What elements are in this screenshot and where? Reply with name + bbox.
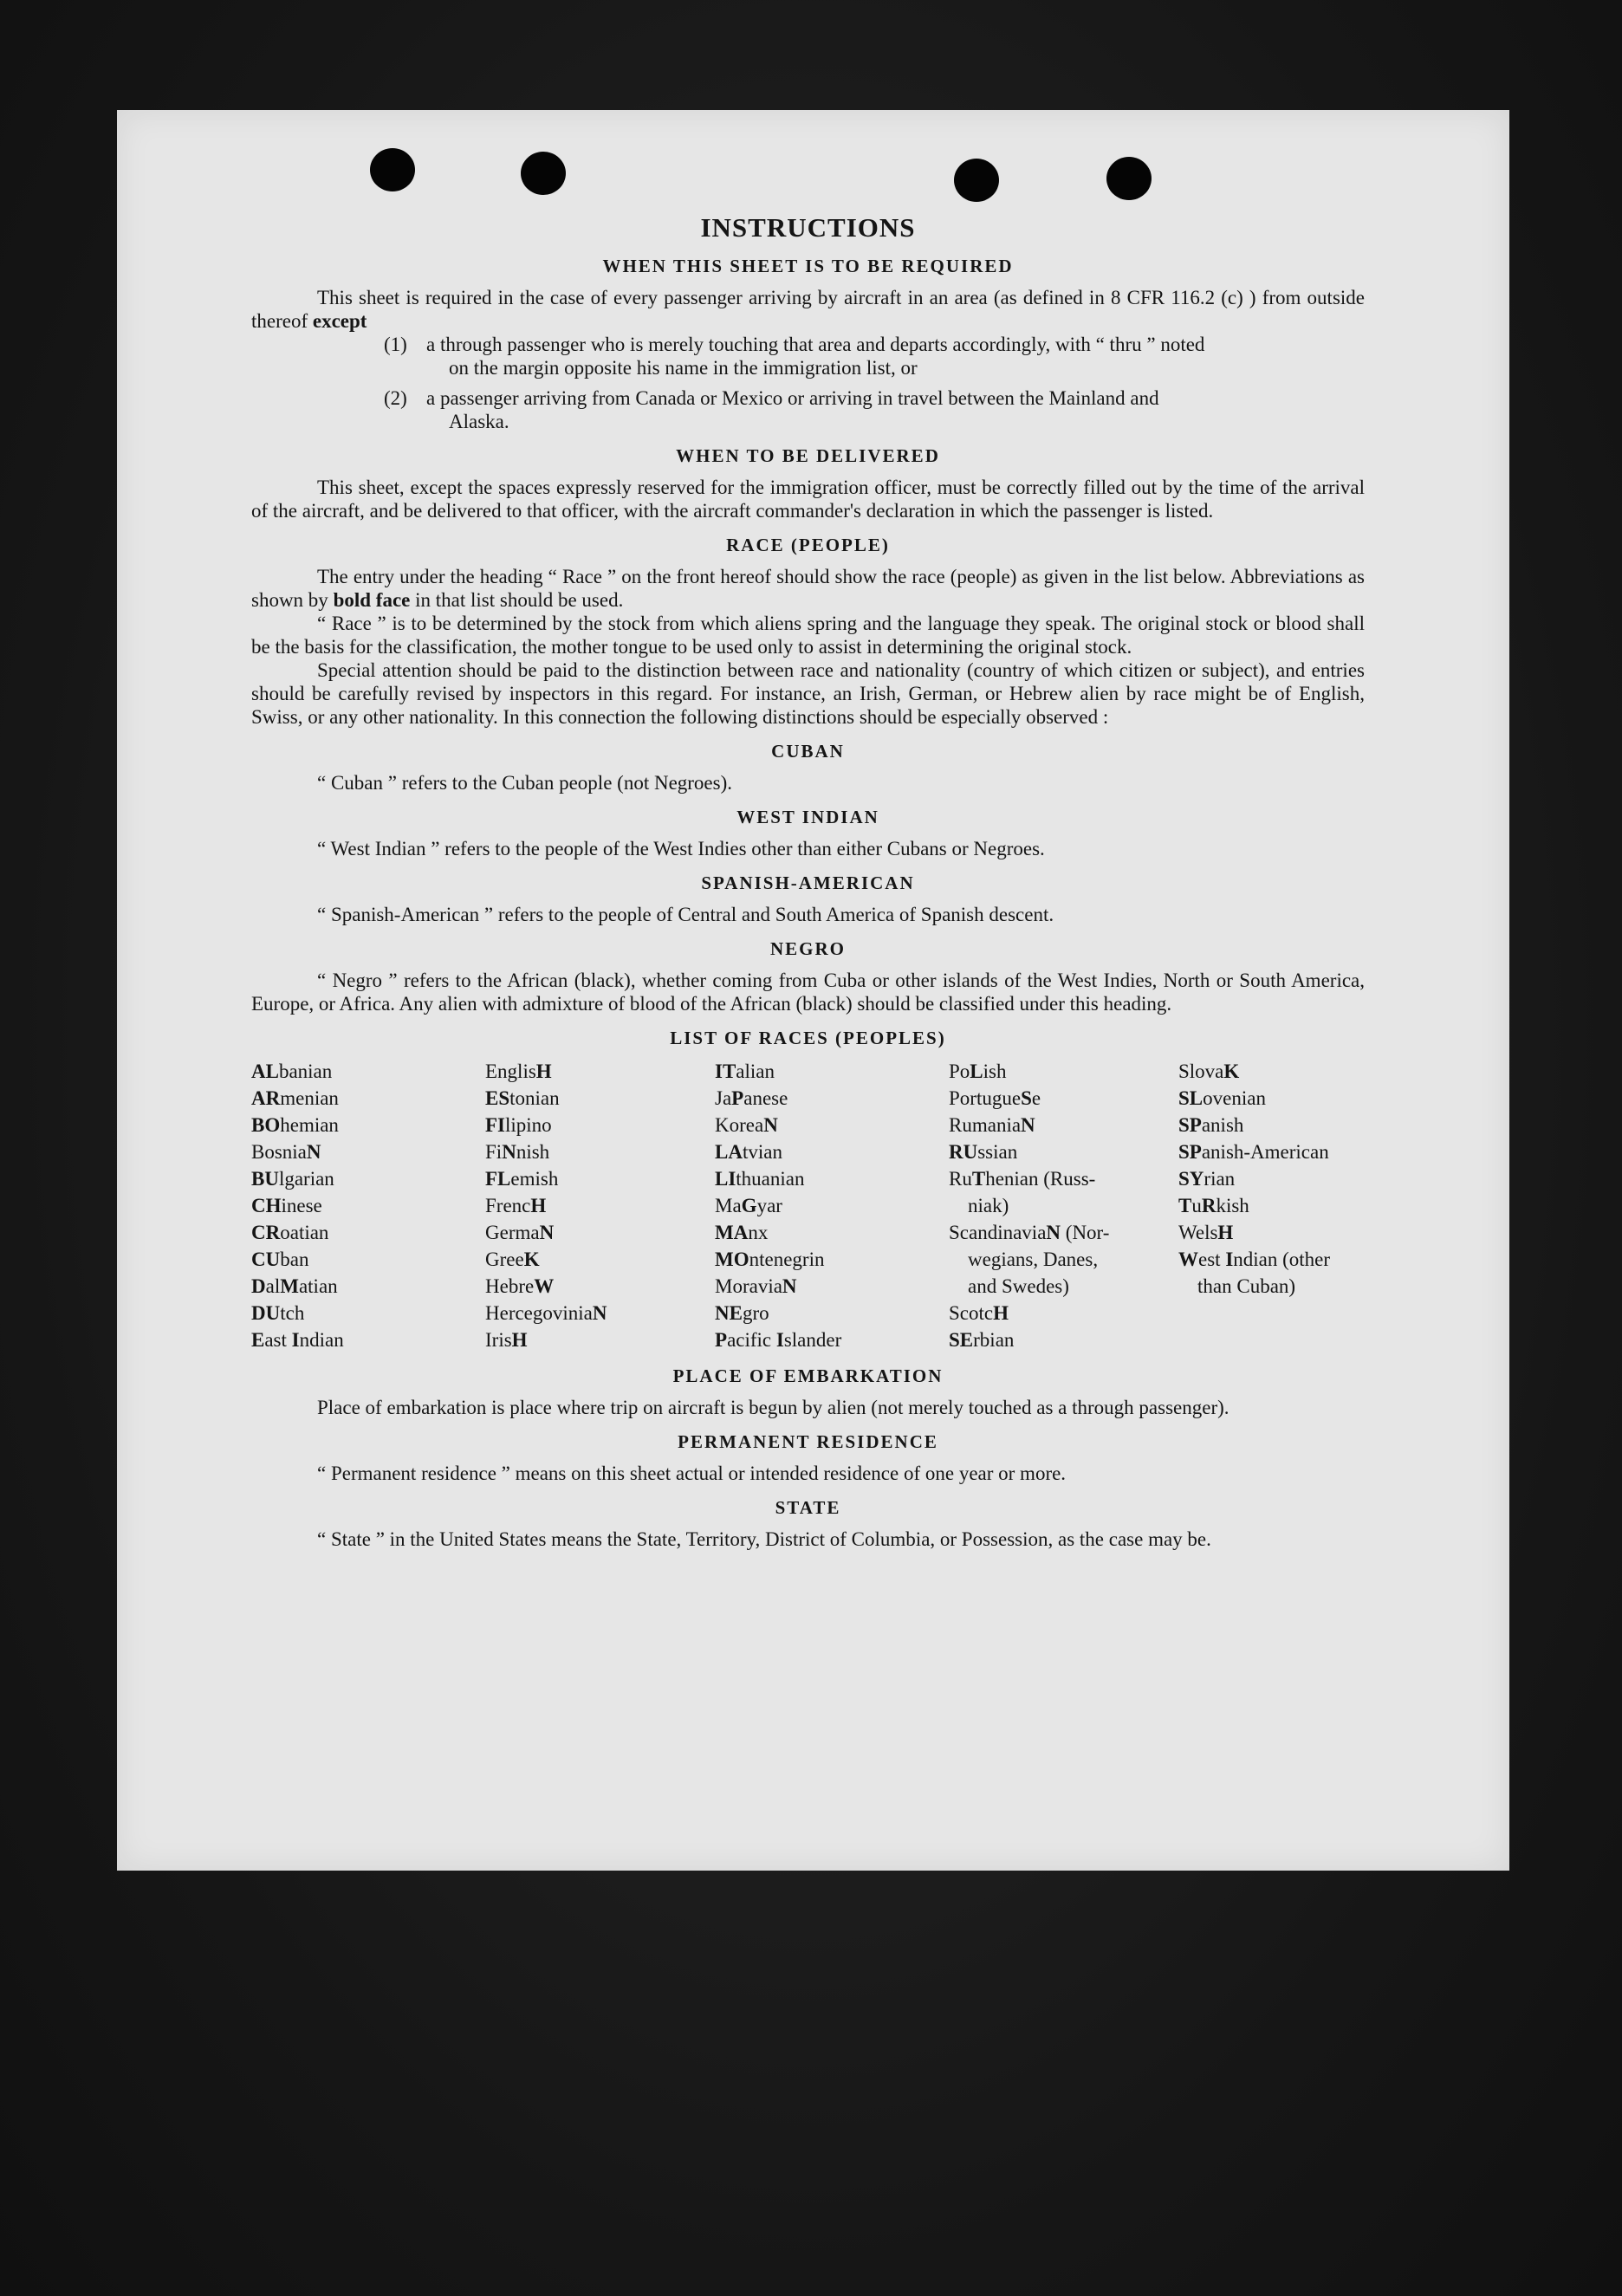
race-entry-continued: than Cuban): [1197, 1275, 1296, 1297]
race-entry: SPanish-American: [1178, 1141, 1329, 1163]
race-entry: MaGyar: [715, 1195, 782, 1216]
heading-when-required: WHEN THIS SHEET IS TO BE REQUIRED: [602, 256, 1014, 276]
race-entry: BosniaN: [251, 1141, 321, 1163]
races-column-4: [949, 1058, 1178, 1353]
races-column-2: [485, 1058, 715, 1353]
race-entry: FIlipino: [485, 1114, 552, 1136]
race-entry: EnglisH: [485, 1060, 552, 1082]
state-text: “ State ” in the United States means the State, Territory, District of Columbia, or Possession, as the case may be.: [317, 1528, 1211, 1550]
race-entry: GermaN: [485, 1222, 555, 1243]
race-entry: HercegoviniaN: [485, 1302, 607, 1324]
race-entry: West Indian (other: [1178, 1249, 1331, 1270]
race-entry-continued: wegians, Danes,: [968, 1249, 1099, 1270]
heading-spanish-american: SPANISH-AMERICAN: [701, 872, 915, 893]
race-entry: BUlgarian: [251, 1168, 334, 1190]
races-column-3: [715, 1058, 949, 1353]
race-entry: IrisH: [485, 1329, 528, 1351]
race-entry: HebreW: [485, 1275, 555, 1297]
heading-cuban: CUBAN: [771, 741, 845, 762]
race-entry: East Indian: [251, 1329, 344, 1351]
west-indian-text: “ West Indian ” refers to the people of the West Indies other than either Cubans or Negroes.: [317, 838, 1045, 859]
race-paragraph-1: [251, 565, 1365, 612]
race-entry: PoLish: [949, 1060, 1007, 1082]
race-entry-continued: niak): [968, 1195, 1009, 1216]
race-entry: PortugueSe: [949, 1087, 1041, 1109]
item-text-continued: Alaska.: [449, 411, 509, 432]
race-entry: WelsH: [1178, 1222, 1234, 1243]
race-entry: ScandinaviaN (Nor-: [949, 1222, 1110, 1243]
race-entry: FLemish: [485, 1168, 559, 1190]
punch-hole: [1106, 157, 1152, 200]
race-entry: MoraviaN: [715, 1275, 797, 1297]
race-entry: JaPanese: [715, 1087, 788, 1109]
races-column-1: [251, 1058, 485, 1353]
page-title: INSTRUCTIONS: [700, 212, 916, 243]
race-entry: NEgro: [715, 1302, 769, 1324]
race-entry: SErbian: [949, 1329, 1015, 1351]
race-entry: MOntenegrin: [715, 1249, 825, 1270]
punch-hole: [370, 148, 415, 191]
races-column-5: [1178, 1058, 1365, 1353]
race-entry: ITalian: [715, 1060, 775, 1082]
race-entry: RuThenian (Russ-: [949, 1168, 1096, 1190]
instructions-content: [251, 212, 1365, 1551]
race-entry: Pacific Islander: [715, 1329, 842, 1351]
race-paragraph-3: Special attention should be paid to the distinction between race and nationality (country of which citizen or subject), and entries should be carefully revised by inspectors in this regard. For instance, an Irish, German, or Hebrew alien by race might be of English, Swiss, or any other nationality. In this connection the following distinctions should be especially observed :: [251, 659, 1365, 728]
item-text-continued: on the margin opposite his name in the immigration list, or: [449, 357, 918, 379]
intro-text: This sheet is required in the case of every passenger arriving by aircraft in an area (as defined in 8 CFR 116.2 (c) ) from outside thereof: [251, 287, 1365, 332]
race-entry: BOhemian: [251, 1114, 339, 1136]
race-entry: KoreaN: [715, 1114, 778, 1136]
when-delivered-text: This sheet, except the spaces expressly reserved for the immigration officer, must be correctly filled out by the time of the arrival of the aircraft, and be delivered to that officer, with the aircraft commander's declaration in which the passenger is listed.: [251, 477, 1365, 522]
punch-hole: [521, 152, 566, 195]
punch-hole: [954, 159, 999, 202]
race-paragraph-2: “ Race ” is to be determined by the stock from which aliens spring and the language they speak. The original stock or blood shall be the basis for the classification, the mother tongue to be used only to assist in determining the original stock.: [251, 613, 1365, 658]
document-page: [117, 110, 1509, 1871]
race-entry: LIthuanian: [715, 1168, 805, 1190]
race-entry: ALbanian: [251, 1060, 333, 1082]
heading-negro: NEGRO: [769, 938, 846, 959]
race-entry: ARmenian: [251, 1087, 339, 1109]
race-entry: MAnx: [715, 1222, 769, 1243]
race-bold-face: bold face: [333, 589, 411, 611]
race-entry: ScotcH: [949, 1302, 1009, 1324]
race-text: in that list should be used.: [415, 589, 624, 611]
race-entry: EStonian: [485, 1087, 560, 1109]
race-entry: FrencH: [485, 1195, 547, 1216]
when-required-intro: [251, 286, 1365, 333]
race-entry: SYrian: [1178, 1168, 1236, 1190]
residence-text: “ Permanent residence ” means on this sheet actual or intended residence of one year or more.: [317, 1463, 1067, 1484]
race-entry: GreeK: [485, 1249, 540, 1270]
heading-place-of-embarkation: PLACE OF EMBARKATION: [672, 1365, 944, 1386]
race-entry: RUssian: [949, 1141, 1018, 1163]
race-entry: DalMatian: [251, 1275, 338, 1297]
heading-list-of-races: LIST OF RACES (PEOPLES): [670, 1028, 946, 1048]
intro-bold-except: except: [312, 310, 367, 332]
item-text: a through passenger who is merely touching that area and departs accordingly, with “ thru ” noted: [426, 334, 1205, 355]
race-entry: CHinese: [251, 1195, 322, 1216]
heading-when-delivered: WHEN TO BE DELIVERED: [676, 445, 940, 466]
race-entry: SLovenian: [1178, 1087, 1266, 1109]
exception-item-1: [384, 333, 1365, 379]
item-text: a passenger arriving from Canada or Mexico or arriving in travel between the Mainland and: [426, 387, 1159, 409]
race-entry: FiNnish: [485, 1141, 550, 1163]
cuban-text: “ Cuban ” refers to the Cuban people (not Negroes).: [317, 772, 733, 794]
heading-west-indian: WEST INDIAN: [736, 807, 879, 827]
item-number: (2): [384, 387, 407, 409]
race-entry: CRoatian: [251, 1222, 329, 1243]
race-entry: DUtch: [251, 1302, 305, 1324]
race-entry: CUban: [251, 1249, 309, 1270]
exception-item-2: [384, 386, 1365, 433]
race-entry: LAtvian: [715, 1141, 782, 1163]
race-entry: SlovaK: [1178, 1060, 1240, 1082]
race-entry-continued: and Swedes): [968, 1275, 1069, 1297]
race-text: The entry under the heading “ Race ” on the front hereof should show the race (people) as given in the list below. Abbreviations as shown by: [251, 566, 1365, 611]
race-entry: SPanish: [1178, 1114, 1244, 1136]
races-list: [251, 1058, 1365, 1353]
heading-permanent-residence: PERMANENT RESIDENCE: [678, 1431, 938, 1452]
spanish-american-text: “ Spanish-American ” refers to the people of Central and South America of Spanish descent.: [317, 904, 1054, 925]
heading-state: STATE: [775, 1497, 841, 1518]
race-entry: RumaniaN: [949, 1114, 1035, 1136]
item-number: (1): [384, 334, 407, 355]
negro-text: “ Negro ” refers to the African (black), whether coming from Cuba or other islands of the West Indies, North or South America, Europe, or Africa. Any alien with admixture of blood of the African (black) should be classified under this heading.: [251, 970, 1365, 1015]
race-entry: TuRkish: [1178, 1195, 1249, 1216]
embarkation-text: Place of embarkation is place where trip on aircraft is begun by alien (not merely touched as a through passenger).: [317, 1397, 1229, 1418]
heading-race: RACE (PEOPLE): [726, 535, 890, 555]
